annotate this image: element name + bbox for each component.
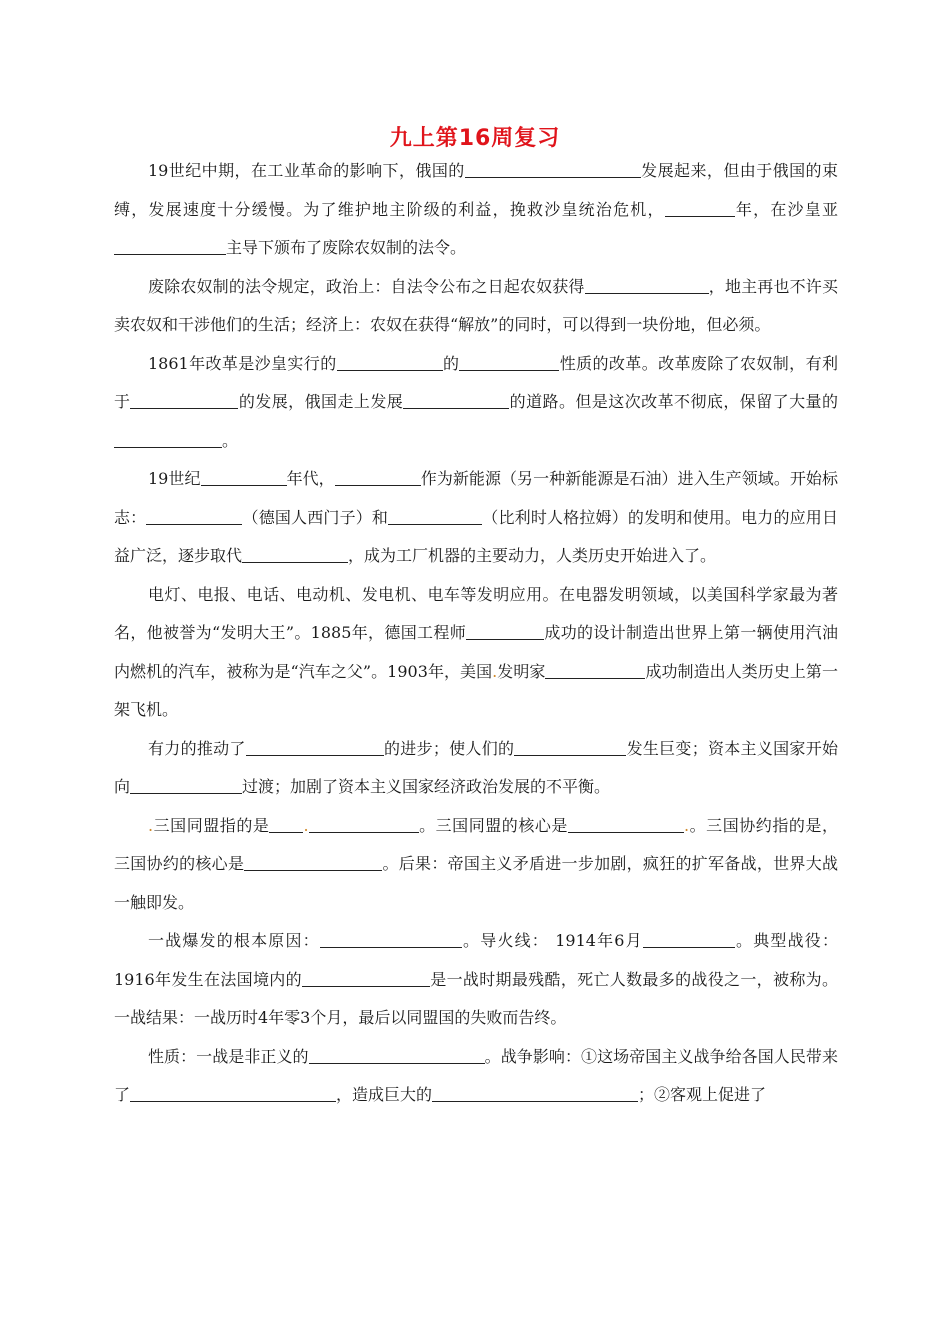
text: ，成为工厂机器的主要动力，人类历史开始进入了	[348, 546, 701, 565]
text: 的进步；使人们的	[383, 738, 515, 758]
text: （德国人西门子）和	[242, 507, 389, 527]
orange-mark: .	[683, 815, 690, 835]
answer-blank[interactable]	[403, 386, 509, 409]
answer-blank[interactable]	[568, 810, 684, 833]
answer-blank[interactable]	[309, 1041, 485, 1064]
answer-blank[interactable]	[545, 656, 645, 679]
paragraph-inventions	[114, 576, 838, 730]
text: 性质的改革。改革废除了农奴制，有利于	[114, 353, 838, 411]
text: 废除农奴制的法令规定，政治上：自法令公布之日起农奴获得	[148, 276, 585, 296]
text: 三国同盟指的是	[153, 815, 270, 835]
answer-blank[interactable]	[242, 540, 348, 563]
text: 。典型战役：1916年发生在法国境内的	[114, 931, 838, 989]
text: 发展起来，但由于俄国的束缚，发展速度十分缓慢。为了维护地主阶级的利益，挽救沙皇统治危机，	[114, 161, 838, 219]
answer-blank[interactable]	[514, 733, 626, 756]
text: 。一战结果：一战历时4年零3个月，最后以同盟国的失败而告终。	[114, 969, 838, 1027]
text: 有力的推动了	[148, 738, 246, 758]
text: ；②客观上促进了	[638, 1085, 767, 1104]
paragraph-ww1	[114, 922, 838, 1038]
answer-blank[interactable]	[130, 1079, 336, 1102]
text: 。	[700, 546, 717, 565]
answer-blank[interactable]	[201, 463, 287, 486]
text: 性质：一战是非正义的	[148, 1046, 309, 1066]
text: 19世纪中期，在工业革命的影响下，俄国的	[148, 161, 465, 180]
text: ，造成巨大的	[336, 1085, 433, 1104]
answer-blank[interactable]	[466, 617, 544, 640]
text: 主导下颁布了废除农奴制的法令。	[226, 238, 467, 257]
answer-blank[interactable]	[465, 155, 641, 178]
text: 年代，	[286, 469, 335, 488]
document-body	[114, 152, 838, 1115]
text: 作为新能源（另一种新能源是石油）进入生产领域。开始标志：	[114, 469, 838, 527]
orange-mark: .	[303, 815, 309, 835]
text: 。导火线： 1914年6月	[461, 931, 643, 950]
text: 1861年改革是沙皇实行的	[148, 353, 337, 373]
paragraph-serfdom-decree	[114, 268, 838, 345]
text: 。战争影响：①这场帝国主义战争给各国人民带来了	[114, 1046, 838, 1104]
text: （比利时人格拉姆）的发明和使用。电力的应用日益广泛，逐步取代	[114, 507, 838, 565]
paragraph-1861-reform	[114, 345, 838, 461]
answer-blank[interactable]	[388, 502, 482, 525]
answer-blank[interactable]	[335, 463, 421, 486]
answer-blank[interactable]	[459, 348, 559, 371]
paragraph-impact	[114, 730, 838, 807]
text: 的道路。但是这次改革不彻底，保留了大量的	[509, 392, 838, 411]
text: 年，在沙皇亚	[734, 199, 838, 219]
paragraph-ww1-nature	[114, 1038, 838, 1115]
text: 。三国同盟的核心是	[418, 815, 568, 835]
answer-blank[interactable]	[114, 232, 226, 255]
answer-blank[interactable]	[114, 425, 222, 448]
text: 的	[442, 353, 460, 373]
answer-blank[interactable]	[309, 810, 419, 833]
text: 成功的设计制造出世界上第一辆使用汽油内燃机的汽车，被称为是“汽车之父”。1903年，美国	[114, 623, 838, 681]
answer-blank[interactable]	[302, 964, 430, 987]
answer-blank[interactable]	[585, 271, 709, 294]
answer-blank[interactable]	[269, 810, 303, 833]
answer-blank[interactable]	[246, 733, 384, 756]
text: 成功制造出人类历史上第一架飞机。	[114, 661, 838, 719]
answer-blank[interactable]	[130, 386, 238, 409]
answer-blank[interactable]	[320, 925, 462, 948]
answer-blank[interactable]	[665, 194, 735, 217]
page-title: 九上第16周复习	[389, 126, 561, 151]
text: 一战爆发的根本原因：	[148, 931, 320, 950]
answer-blank[interactable]	[432, 1079, 638, 1102]
text: ，三国协约的核心是	[114, 815, 838, 873]
text: 。	[754, 315, 771, 334]
text: 。	[222, 430, 239, 450]
text: 的发展，俄国走上发展	[238, 392, 404, 411]
text: 19世纪	[148, 469, 201, 488]
orange-mark: .	[148, 815, 154, 835]
answer-blank[interactable]	[146, 502, 242, 525]
orange-mark: .	[492, 661, 498, 681]
text: 过渡；加剧了资本主义国家经济政治发展的不平衡。	[242, 777, 611, 796]
answer-blank[interactable]	[643, 925, 735, 948]
answer-blank[interactable]	[130, 771, 242, 794]
answer-blank[interactable]	[337, 348, 443, 371]
paragraph-russia-reform	[114, 152, 838, 268]
text: 。三国协约指的是	[689, 815, 822, 835]
text: 电灯、电报、电话、电动机、发电机、电车等发明应用。在电器发明领域，以美国科学家	[148, 584, 790, 604]
paragraph-alliances	[114, 807, 838, 923]
text: 发生巨变；资本主义国家开始向	[114, 738, 838, 796]
text: 最为著名，他被誉为“发明大王”。1885年，德国工程师	[114, 584, 838, 642]
text: ，地主再也不许买卖农奴和干涉他们的生活；经济上：农奴在获得“解放”的同时，可以得到一块份地，但必须	[114, 276, 838, 334]
text: 发明家	[497, 661, 546, 681]
text: 。后果：帝国主义矛盾进一步加剧，疯狂的扩军备战，世界大战一触即发。	[114, 854, 838, 912]
paragraph-electricity	[114, 460, 838, 576]
answer-blank[interactable]	[244, 848, 382, 871]
text: 是一战时期最残酷，死亡人数最多的战役之一，被称为	[429, 969, 822, 989]
